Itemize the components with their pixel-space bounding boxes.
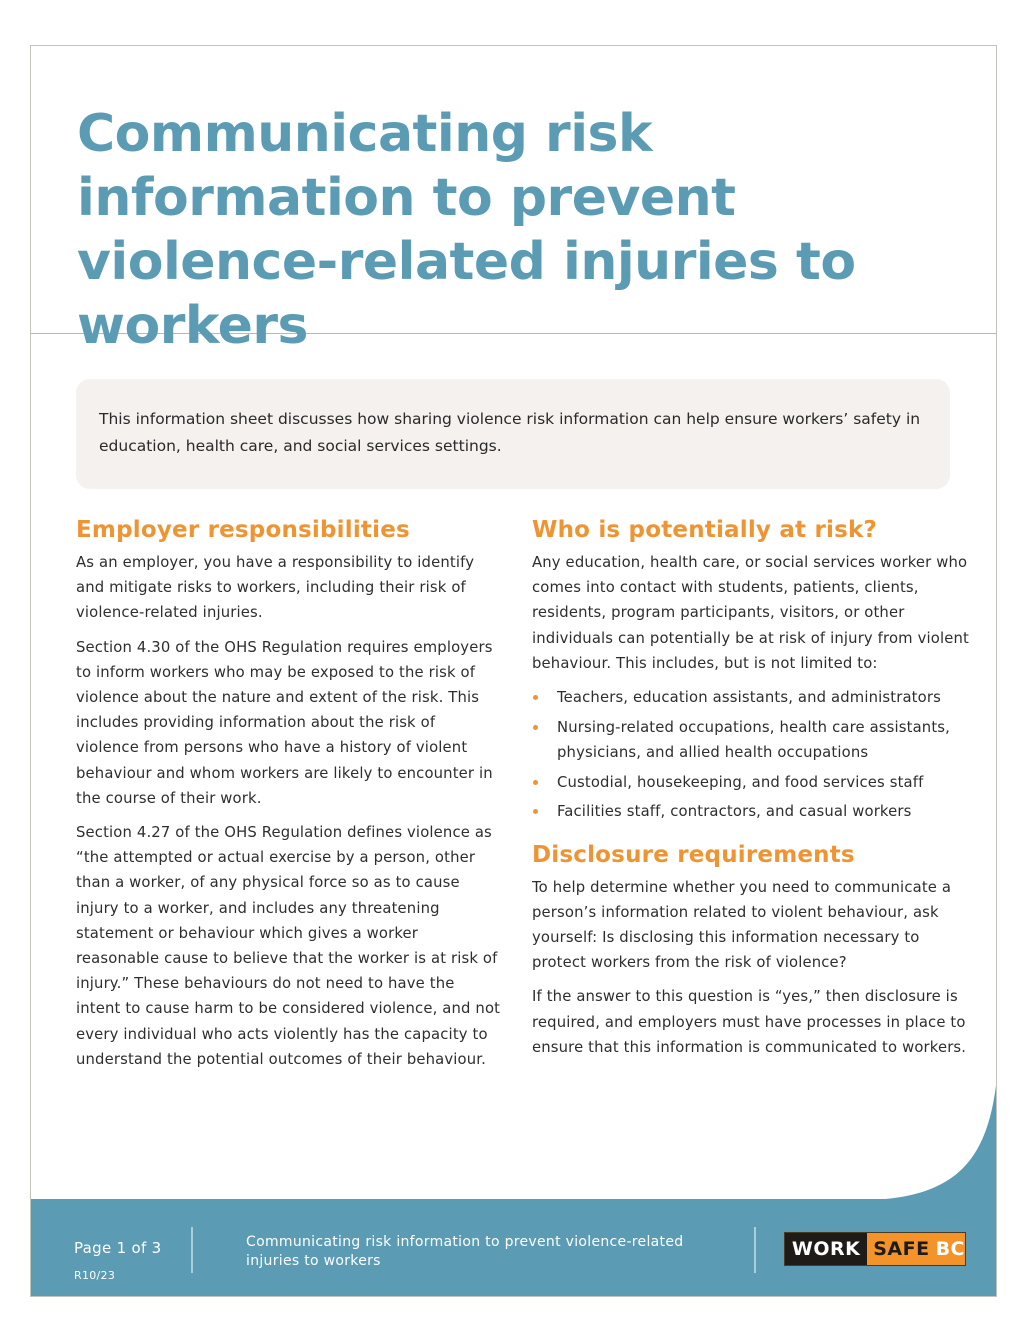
document-title: Communicating risk information to prevent violence-related injuries to workers [77, 104, 856, 356]
paragraph: Any education, health care, or social services worker who comes into contact with students, patients, clients, residents, program participants, visitors, or other individuals can potentially be at risk of injury from violent behaviour. This includes, but is not limited to: [532, 554, 969, 672]
intro-box [76, 379, 950, 489]
list-item-text: Custodial, housekeeping, and food services staff [557, 773, 924, 791]
paragraph: Section 4.27 of the OHS Regulation defines violence as “the attempted or actual exercise by a person, other than a worker, of any physical force so as to cause injury to a worker, and includes any threatening statement or behaviour which gives a worker reasonable cause to believe that the worker is at risk of injury.” These behaviours do not need to have the intent to cause harm to be considered violence, and not every individual who acts violently has the capacity to understand the potential outcomes of their behaviour. [76, 824, 501, 1068]
list-item-text: Facilities staff, contractors, and casual workers [557, 803, 912, 821]
logo-work-text: WORK [785, 1233, 867, 1265]
footer [31, 1199, 996, 1297]
bullet-icon [533, 780, 538, 785]
list-item [532, 685, 972, 710]
footer-divider [191, 1227, 193, 1273]
document-page [30, 45, 997, 1297]
list-item [532, 715, 972, 765]
at-risk-list [532, 685, 972, 825]
heading-employer-responsibilities: Employer responsibilities [76, 517, 410, 543]
heading-disclosure-requirements: Disclosure requirements [532, 841, 855, 868]
bullet-icon [533, 809, 538, 814]
intro-text: This information sheet discusses how sharing violence risk information can help ensure workers’ safety in education, health care, and social services settings. [99, 410, 921, 455]
list-item-text: Nursing-related occupations, health care assistants, physicians, and allied health occupations [557, 718, 951, 761]
right-column [532, 514, 972, 1069]
page-number: Page 1 of 3 [74, 1239, 162, 1257]
list-item [532, 770, 972, 795]
logo-safe-text: SAFE [873, 1238, 930, 1260]
footer-divider [754, 1227, 756, 1273]
list-item-text: Teachers, education assistants, and administrators [557, 689, 941, 707]
left-column [76, 514, 501, 1081]
document-header [31, 46, 996, 356]
bullet-icon [533, 695, 538, 700]
logo-safe-block [867, 1233, 965, 1265]
paragraph: To help determine whether you need to communicate a person’s information related to violent behaviour, ask yourself: Is disclosing this information necessary to protect workers from the risk of violence? [532, 878, 952, 972]
bullet-icon [533, 725, 538, 730]
logo-bc-text: BC [935, 1238, 965, 1260]
paragraph: Section 4.30 of the OHS Regulation requires employers to inform workers who may be exposed to the risk of violence about the nature and extent of the risk. This includes providing information about the risk of violence from persons who have a history of violent behaviour and whom workers are likely to encounter in the course of their work. [76, 638, 493, 807]
revision-code: R10/23 [74, 1269, 116, 1282]
paragraph: As an employer, you have a responsibility to identify and mitigate risks to workers, including their risk of violence-related injuries. [76, 554, 475, 622]
list-item [532, 799, 972, 824]
footer-document-title: Communicating risk information to prevent violence-related injuries to workers [246, 1234, 684, 1269]
paragraph: If the answer to this question is “yes,” then disclosure is required, and employers must have processes in place to ensure that this information is communicated to workers. [532, 988, 967, 1056]
worksafebc-logo [784, 1232, 966, 1266]
heading-who-is-at-risk: Who is potentially at risk? [532, 517, 878, 543]
